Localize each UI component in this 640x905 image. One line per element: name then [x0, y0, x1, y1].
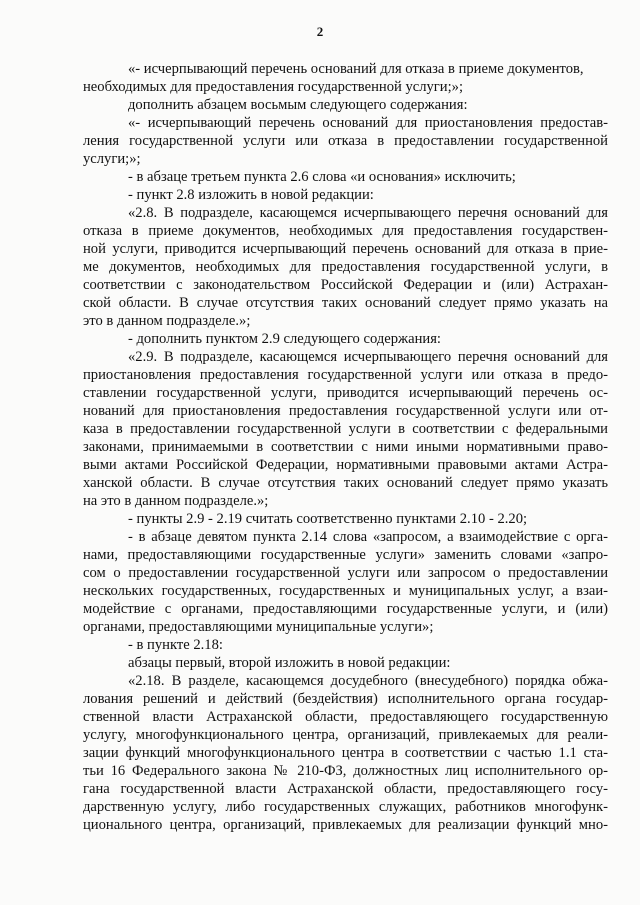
- text-line: соответствии с законодательством Российской Федерации и (или) Астрахан-: [83, 277, 608, 293]
- text-line: каза в предоставлении государственной услуги в соответствии с федеральными: [83, 421, 608, 437]
- text-line: ления государственной услуги или отказа в предоставлении государственной: [83, 133, 608, 149]
- text-line: выми актами Российской Федерации, нормативными правовыми актами Астра-: [83, 457, 608, 473]
- text-line: приостановления предоставления государственной услуги или отказа в предо-: [83, 367, 608, 383]
- text-line: «- исчерпывающий перечень оснований для приостановления предостав-: [128, 115, 608, 131]
- text-line: услуги;»;: [83, 151, 141, 167]
- text-line: на это в данном подразделе.»;: [83, 493, 269, 509]
- text-line: «2.9. В подразделе, касающемся исчерпывающего перечня оснований для: [128, 349, 608, 365]
- text-line: лования решений и действий (бездействия) исполнительного органа государ-: [83, 691, 608, 707]
- text-line: - пункт 2.8 изложить в новой редакции:: [128, 187, 374, 203]
- text-line: это в данном подразделе.»;: [83, 313, 251, 329]
- text-line: ционального центра, организаций, привлекаемых для реализации функций мно-: [83, 817, 608, 833]
- page-number: 2: [316, 24, 324, 39]
- text-line: дарственную услугу, либо государственных служащих, работников многофунк-: [83, 799, 608, 815]
- text-line: - дополнить пунктом 2.9 следующего содержания:: [128, 331, 441, 347]
- text-line: - в абзаце третьем пункта 2.6 слова «и основания» исключить;: [128, 169, 516, 185]
- text-line: «- исчерпывающий перечень оснований для отказа в приеме документов,: [128, 61, 584, 77]
- text-line: ханской области. В случае отсутствия таких оснований следует прямо указать: [83, 475, 608, 491]
- text-line: «2.8. В подразделе, касающемся исчерпывающего перечня оснований для: [128, 205, 608, 221]
- text-line: «2.18. В разделе, касающемся досудебного (внесудебного) порядка обжа-: [128, 673, 608, 689]
- text-line: органами, предоставляющими муниципальные услуги»;: [83, 619, 434, 635]
- text-line: услугу, многофункционального центра, организаций, привлекаемых для реали-: [83, 727, 608, 743]
- text-line: ме документов, необходимых для предоставления государственной услуги, в: [83, 259, 608, 275]
- text-line: абзацы первый, второй изложить в новой редакции:: [128, 655, 451, 671]
- text-line: отказа в приеме документов, необходимых для предоставления государствен-: [83, 223, 608, 239]
- text-line: ной услуги, приводится исчерпывающий перечень оснований для отказа в прие-: [83, 241, 608, 257]
- text-line: законами, принимаемыми в соответствии с ними иными нормативными право-: [83, 439, 608, 455]
- text-line: ской области. В случае отсутствия таких оснований следует прямо указать на: [83, 295, 608, 311]
- text-line: тьи 16 Федерального закона № 210-ФЗ, должностных лиц исполнительного ор-: [83, 763, 608, 779]
- text-line: нами, предоставляющими государственные услуги» заменить словами «запро-: [83, 547, 608, 563]
- text-line: нований для приостановления предоставления государственной услуги или от-: [83, 403, 608, 419]
- text-line: - пункты 2.9 - 2.19 считать соответственно пунктами 2.10 - 2.20;: [128, 511, 528, 527]
- text-line: сом о предоставлении государственной услуги или запросом о предоставлении: [83, 565, 608, 581]
- text-line: зации функций многофункционального центра в соответствии с частью 1.1 ста-: [83, 745, 608, 761]
- text-line: ставлении государственной услуги, приводится исчерпывающий перечень ос-: [83, 385, 608, 401]
- text-line: модействие с органами, предоставляющими государственные услуги, и (или): [83, 601, 608, 617]
- text-line: необходимых для предоставления государственной услуги;»;: [83, 79, 463, 95]
- text-line: нескольких государственных, государственных и муниципальных услуг, а взаи-: [83, 583, 608, 599]
- text-line: - в пункте 2.18:: [128, 637, 223, 653]
- text-line: гана государственной власти Астраханской области, предоставляющего госу-: [83, 781, 608, 797]
- text-line: - в абзаце девятом пункта 2.14 слова «запросом, а взаимодействие с орга-: [128, 529, 608, 545]
- text-line: дополнить абзацем восьмым следующего содержания:: [128, 97, 468, 113]
- text-line: ственной власти Астраханской области, предоставляющего государственную: [83, 709, 608, 725]
